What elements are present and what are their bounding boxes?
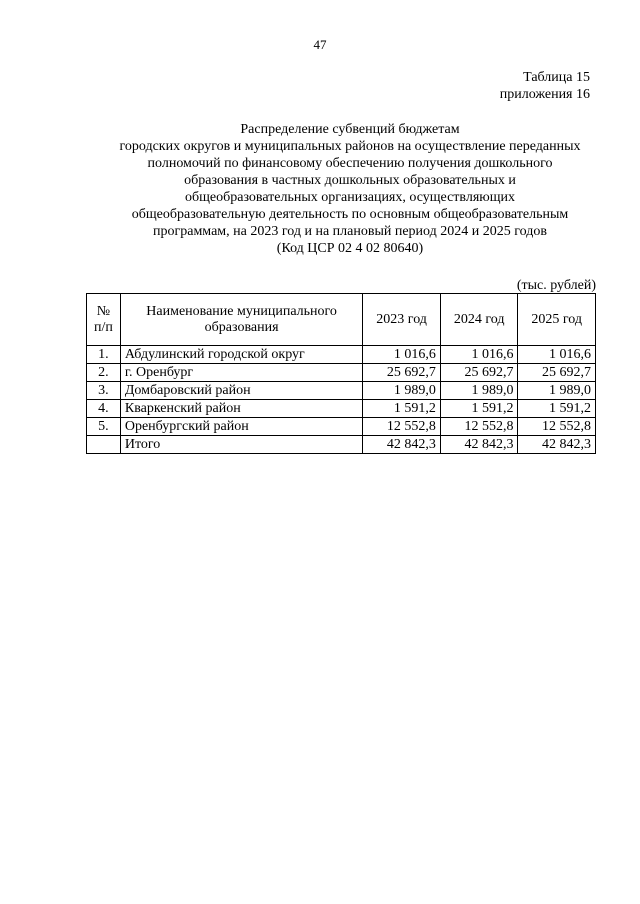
- row-2025: 1 016,6: [518, 346, 596, 364]
- heading-line: Распределение субвенций бюджетам: [240, 122, 460, 137]
- row-2025: 1 591,2: [518, 400, 596, 418]
- table-total-row: [87, 436, 596, 454]
- row-name: Оренбургский район: [120, 418, 362, 436]
- row-2024: 25 692,7: [440, 364, 518, 382]
- row-2023: 1 016,6: [363, 346, 441, 364]
- row-name: г. Оренбург: [120, 364, 362, 382]
- row-2023: 12 552,8: [363, 418, 441, 436]
- heading-line: образования в частных дошкольных образовательных и: [184, 173, 516, 188]
- row-2025: 1 989,0: [518, 382, 596, 400]
- header-2024: 2024 год: [440, 294, 518, 346]
- row-2024: 1 016,6: [440, 346, 518, 364]
- document-heading: [60, 121, 640, 257]
- table-row: [87, 364, 596, 382]
- page-number: 47: [313, 37, 327, 52]
- row-2023: 1 591,2: [363, 400, 441, 418]
- heading-line: (Код ЦСР 02 4 02 80640): [276, 241, 424, 256]
- table-row: [87, 382, 596, 400]
- appendix-number: приложения 16: [499, 87, 590, 102]
- row-num: 4.: [87, 400, 121, 418]
- row-2023: 1 989,0: [363, 382, 441, 400]
- heading-line: полномочий по финансовому обеспечению получения дошкольного: [147, 156, 553, 171]
- heading-line: программам, на 2023 год и на плановый период 2024 и 2025 годов: [153, 224, 547, 239]
- row-2024: 1 591,2: [440, 400, 518, 418]
- heading-line: общеобразовательную деятельность по основным общеобразовательным: [131, 207, 569, 222]
- table-row: [87, 400, 596, 418]
- row-2024: 1 989,0: [440, 382, 518, 400]
- heading-line: общеобразовательных организациях, осуществляющих: [184, 190, 516, 205]
- table-header-row: [87, 294, 596, 346]
- row-name: Кваркенский район: [120, 400, 362, 418]
- row-num: [87, 436, 121, 454]
- row-2025: 25 692,7: [518, 364, 596, 382]
- units-label: (тыс. рублей): [516, 278, 596, 293]
- row-2024: 42 842,3: [440, 436, 518, 454]
- row-name: Итого: [120, 436, 362, 454]
- header-num: № п/п: [87, 294, 121, 346]
- subvention-table: [86, 293, 596, 454]
- row-2025: 12 552,8: [518, 418, 596, 436]
- row-num: 5.: [87, 418, 121, 436]
- row-num: 2.: [87, 364, 121, 382]
- table-row: [87, 346, 596, 364]
- row-2025: 42 842,3: [518, 436, 596, 454]
- heading-line: городских округов и муниципальных районов на осуществление переданных: [119, 139, 581, 154]
- row-2023: 25 692,7: [363, 364, 441, 382]
- table-row: [87, 418, 596, 436]
- table-number: Таблица 15: [523, 70, 590, 85]
- header-name: Наименование муниципального образования: [120, 294, 362, 346]
- header-2023: 2023 год: [363, 294, 441, 346]
- row-name: Абдулинский городской округ: [120, 346, 362, 364]
- row-2024: 12 552,8: [440, 418, 518, 436]
- table-reference: [500, 69, 590, 103]
- row-num: 1.: [87, 346, 121, 364]
- header-2025: 2025 год: [518, 294, 596, 346]
- row-name: Домбаровский район: [120, 382, 362, 400]
- row-2023: 42 842,3: [363, 436, 441, 454]
- row-num: 3.: [87, 382, 121, 400]
